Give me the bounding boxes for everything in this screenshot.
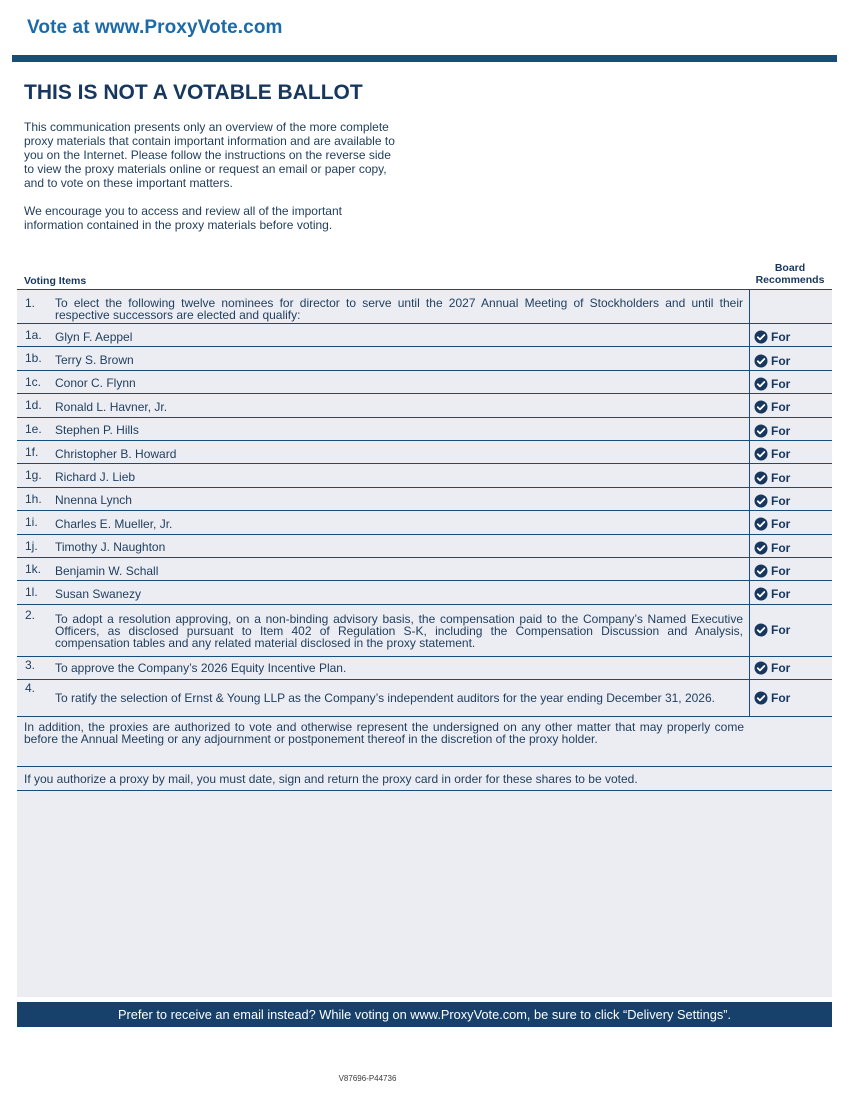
nominee-recommendation: For xyxy=(771,540,791,555)
proposal-3-rec-cell xyxy=(749,657,832,679)
check-circle-icon xyxy=(754,471,768,485)
proposal-1-rec-cell xyxy=(749,290,832,323)
nominee-name: Christopher B. Howard xyxy=(55,446,177,461)
proposal-2-number: 2. xyxy=(25,607,36,622)
check-circle-icon xyxy=(754,587,768,601)
nominee-row xyxy=(17,347,832,370)
mail-proxy-note: If you authorize a proxy by mail, you must date, sign and return the proxy card in order for these shares to be voted. xyxy=(17,767,832,791)
nominee-rec-cell xyxy=(749,418,832,440)
nominee-row xyxy=(17,488,832,511)
nominee-item xyxy=(17,488,749,510)
nominee-recommendation: For xyxy=(771,587,791,602)
nominee-recommendation: For xyxy=(771,400,791,415)
nominee-rec-cell xyxy=(749,347,832,369)
check-circle-icon xyxy=(754,494,768,508)
intro-paragraph-1: This communication presents only an overview of the more complete proxy materials that contain important information and are available to you on the Internet. Please follow the instructions on the reverse side to view the proxy materials online or request an email or paper copy, and to vote on these important matters. xyxy=(24,120,395,190)
nominee-number: 1e. xyxy=(25,421,42,436)
nominee-row xyxy=(17,581,832,604)
nominee-name: Terry S. Brown xyxy=(55,353,134,368)
nominee-recommendation: For xyxy=(771,330,791,345)
board-recommends-line-1: Board xyxy=(774,262,806,274)
proposal-2-rec-cell xyxy=(749,605,832,656)
proposal-3-text: To approve the Company’s 2026 Equity Incentive Plan. xyxy=(55,660,347,675)
nominee-recommendation: For xyxy=(771,493,791,508)
nominee-name: Benjamin W. Schall xyxy=(55,563,159,578)
proposal-3-number: 3. xyxy=(25,657,36,672)
nominee-number: 1j. xyxy=(25,538,38,553)
nominee-number: 1k. xyxy=(25,561,42,576)
nominee-item xyxy=(17,418,749,440)
nominee-number: 1d. xyxy=(25,398,42,413)
nominee-number: 1c. xyxy=(25,374,42,389)
nominee-recommendation: For xyxy=(771,517,791,532)
proposal-1-item xyxy=(17,290,749,323)
nominee-rec-cell xyxy=(749,511,832,533)
page-title: THIS IS NOT A VOTABLE BALLOT xyxy=(24,81,363,104)
nominee-number: 1l. xyxy=(25,585,38,600)
nominee-recommendation: For xyxy=(771,470,791,485)
nominee-recommendation: For xyxy=(771,353,791,368)
nominee-number: 1h. xyxy=(25,491,42,506)
voting-items-header: Voting Items xyxy=(24,275,87,287)
check-circle-icon xyxy=(754,377,768,391)
nominee-recommendation: For xyxy=(771,423,791,438)
nominee-recommendation: For xyxy=(771,447,791,462)
check-circle-icon xyxy=(754,691,768,705)
proposal-2-item xyxy=(17,605,749,656)
nominee-row xyxy=(17,394,832,417)
proposal-3-row xyxy=(17,657,832,680)
nominee-item xyxy=(17,371,749,393)
check-circle-icon xyxy=(754,330,768,344)
reference-code: V87696-P44736 xyxy=(338,1074,397,1083)
nominee-rec-cell xyxy=(749,581,832,603)
nominee-name: Susan Swanezy xyxy=(55,586,142,601)
nominee-name: Stephen P. Hills xyxy=(55,423,139,438)
intro-text xyxy=(24,120,404,232)
check-circle-icon xyxy=(754,623,768,637)
nominee-number: 1i. xyxy=(25,515,38,530)
intro-paragraph-2: We encourage you to access and review all of the important information contained in the proxy materials before voting. xyxy=(24,204,342,232)
nominee-rec-cell xyxy=(749,394,832,416)
nominee-recommendation: For xyxy=(771,376,791,391)
proposal-4-recommendation: For xyxy=(771,690,791,705)
check-circle-icon xyxy=(754,661,768,675)
check-circle-icon xyxy=(754,424,768,438)
proposal-4-rec-cell xyxy=(749,680,832,716)
nominee-item xyxy=(17,535,749,557)
nominee-item xyxy=(17,394,749,416)
nominee-row xyxy=(17,441,832,464)
proposal-1-text: To elect the following twelve nominees for director to serve until the 2027 Annual Meeting of Stockholders and until their respective successors are elected and qualify: xyxy=(55,296,743,322)
proposal-1-row xyxy=(17,290,832,324)
nominee-name: Richard J. Lieb xyxy=(55,470,136,485)
nominee-name: Ronald L. Havner, Jr. xyxy=(55,399,168,414)
proposal-3-item xyxy=(17,657,749,679)
delivery-settings-banner xyxy=(17,1002,832,1027)
nominee-row xyxy=(17,558,832,581)
nominee-row xyxy=(17,371,832,394)
nominee-rec-cell xyxy=(749,371,832,393)
check-circle-icon xyxy=(754,354,768,368)
nominee-item xyxy=(17,558,749,580)
additional-matters-note: In addition, the proxies are authorized to vote and otherwise represent the undersigned on any other matter that may properly come before the Annual Meeting or any adjournment or postponement thereof in the discretion of the proxy holder. xyxy=(17,717,832,767)
check-circle-icon xyxy=(754,400,768,414)
nominee-rec-cell xyxy=(749,535,832,557)
nominee-item xyxy=(17,511,749,533)
proposal-4-number: 4. xyxy=(25,680,36,695)
nominee-name: Nnenna Lynch xyxy=(55,493,132,508)
proposal-4-row xyxy=(17,680,832,717)
nominee-item xyxy=(17,464,749,486)
proposal-4-text: To ratify the selection of Ernst & Young LLP as the Company’s independent auditors for the year ending December 31, 2026. xyxy=(55,690,715,705)
proposal-2-row xyxy=(17,605,832,657)
board-recommends-header xyxy=(748,262,832,286)
nominee-name: Charles E. Mueller, Jr. xyxy=(55,516,173,531)
nominee-item xyxy=(17,441,749,463)
nominee-row xyxy=(17,464,832,487)
voting-items-table xyxy=(17,289,832,997)
proposal-3-recommendation: For xyxy=(771,660,791,675)
delivery-settings-text: Prefer to receive an email instead? While voting on www.ProxyVote.com, be sure to click “Delivery Settings”. xyxy=(117,1007,732,1022)
nominee-row xyxy=(17,418,832,441)
check-circle-icon xyxy=(754,541,768,555)
nominee-rec-cell xyxy=(749,488,832,510)
board-recommends-line-2: Recommends xyxy=(755,274,825,286)
header-divider xyxy=(12,55,837,62)
nominee-number: 1f. xyxy=(25,444,39,459)
nominee-name: Timothy J. Naughton xyxy=(55,540,166,555)
nominee-row xyxy=(17,535,832,558)
nominee-item xyxy=(17,581,749,603)
proposal-2-recommendation: For xyxy=(771,623,791,638)
nominee-rec-cell xyxy=(749,324,832,346)
nominee-rec-cell xyxy=(749,558,832,580)
proposal-2-text: To adopt a resolution approving, on a non-binding advisory basis, the compensation paid to the Company’s Named Executive Officers, as disclosed pursuant to Item 402 of Regulation S-K, including the Compensation Discussion and Analysis, compensation tables and any related material disclosed in the proxy statement. xyxy=(55,612,743,651)
proxyvote-link[interactable]: Vote at www.ProxyVote.com xyxy=(27,17,283,38)
nominee-row xyxy=(17,324,832,347)
nominee-rec-cell xyxy=(749,464,832,486)
nominee-recommendation: For xyxy=(771,564,791,579)
nominee-name: Conor C. Flynn xyxy=(55,376,136,391)
nominee-item xyxy=(17,324,749,346)
nominee-item xyxy=(17,347,749,369)
check-circle-icon xyxy=(754,447,768,461)
proposal-1-number: 1. xyxy=(25,296,36,310)
nominee-number: 1g. xyxy=(25,468,42,483)
nominee-row xyxy=(17,511,832,534)
nominee-name: Glyn F. Aeppel xyxy=(55,329,133,344)
nominee-number: 1a. xyxy=(25,328,42,342)
check-circle-icon xyxy=(754,564,768,578)
proposal-4-item xyxy=(17,680,749,716)
nominee-number: 1b. xyxy=(25,351,42,366)
check-circle-icon xyxy=(754,517,768,531)
nominee-rec-cell xyxy=(749,441,832,463)
